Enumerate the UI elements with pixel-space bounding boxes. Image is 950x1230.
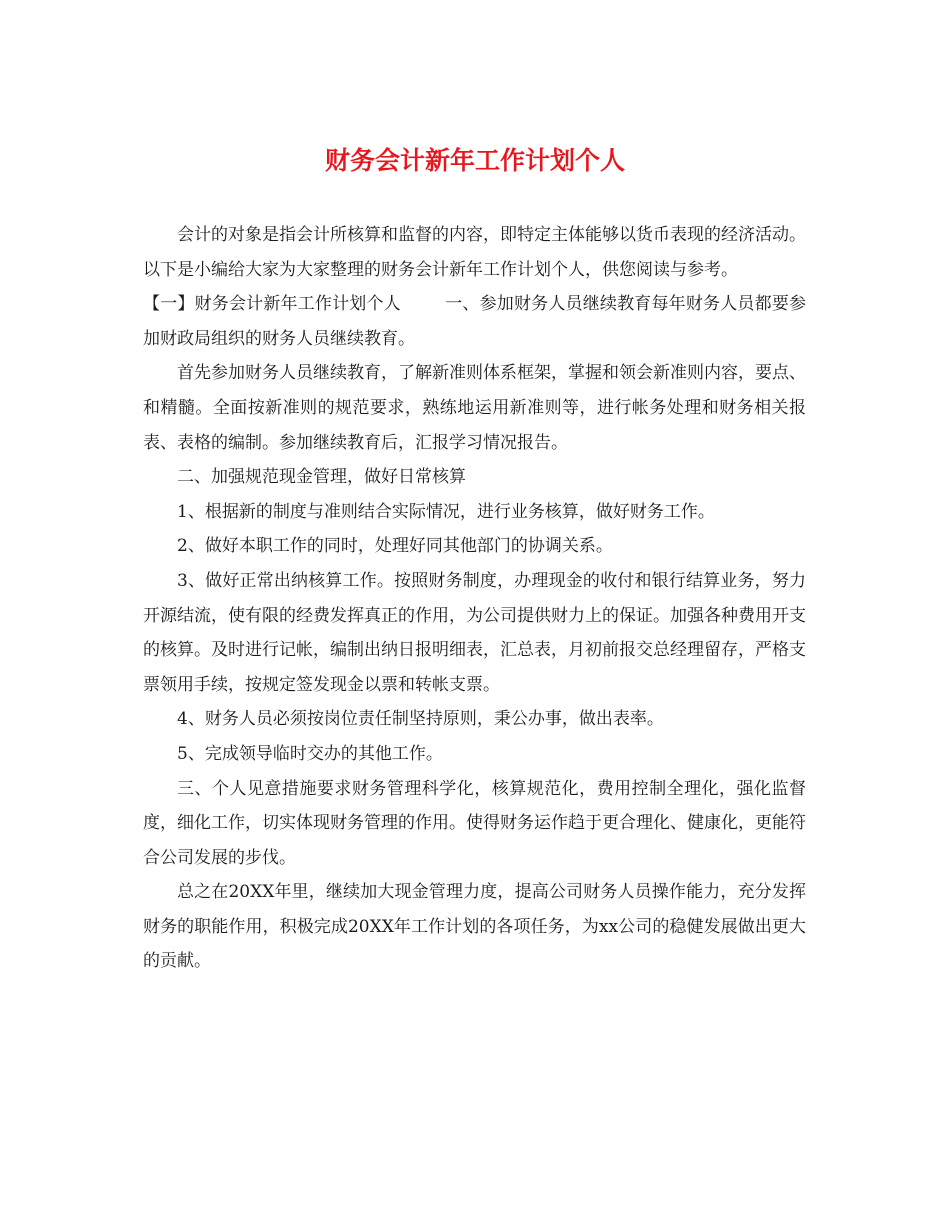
section-heading: 【一】财务会计新年工作计划个人 [143, 294, 401, 315]
paragraph-conclusion: 总之在20XX年里，继续加大现金管理力度，提高公司财务人员操作能力，充分发挥财务的职能作用，积极完成20XX年工作计划的各项任务，为xx公司的稳健发展做出更大的贡献。 [143, 882, 806, 972]
paragraph-item-2: 2、做好本职工作的同时，处理好同其他部门的协调关系。 [177, 536, 613, 557]
paragraph-continuing-education: 首先参加财务人员继续教育，了解新准则体系框架，掌握和领会新准则内容，要点、和精髓。全面按新准则的规范要求，熟练地运用新准则等，进行帐务处理和财务相关报表、表格的编制。参加继续教育后，汇报学习情况报告。 [143, 363, 806, 453]
section-heading-paragraph [143, 287, 806, 356]
paragraph-section-three: 三、个人见意措施要求财务管理科学化，核算规范化，费用控制全理化，强化监督度，细化工作，切实体现财务管理的作用。使得财务运作趋于更合理化、健康化，更能符合公司发展的步伐。 [143, 778, 806, 868]
document-title: 财务会计新年工作计划个人 [324, 146, 625, 175]
intro-paragraph: 会计的对象是指会计所核算和监督的内容，即特定主体能够以货币表现的经济活动。以下是小编给大家为大家整理的财务会计新年工作计划个人，供您阅读与参考。 [143, 225, 806, 280]
paragraph-section-two-heading: 二、加强规范现金管理，做好日常核算 [177, 467, 466, 488]
document-body [143, 218, 806, 979]
paragraph-item-3: 3、做好正常出纳核算工作。按照财务制度，办理现金的收付和银行结算业务，努力开源结流，使有限的经费发挥真正的作用，为公司提供财力上的保证。加强各种费用开支的核算。及时进行记帐，编制出纳日报明细表，汇总表，月初前报交总经理留存，严格支票领用手续，按规定签发现金以票和转帐支票。 [143, 570, 806, 695]
paragraph-item-5: 5、完成领导临时交办的其他工作。 [177, 743, 443, 764]
paragraph-item-1: 1、根据新的制度与准则结合实际情况，进行业务核算，做好财务工作。 [177, 501, 715, 522]
paragraph-item-4: 4、财务人员必须按岗位责任制坚持原则，秉公办事，做出表率。 [177, 709, 664, 730]
section-first-item: 一、参加财务人员继续教育每年财务人员都要参加财政局组织的财务人员继续教育。 [143, 294, 807, 349]
